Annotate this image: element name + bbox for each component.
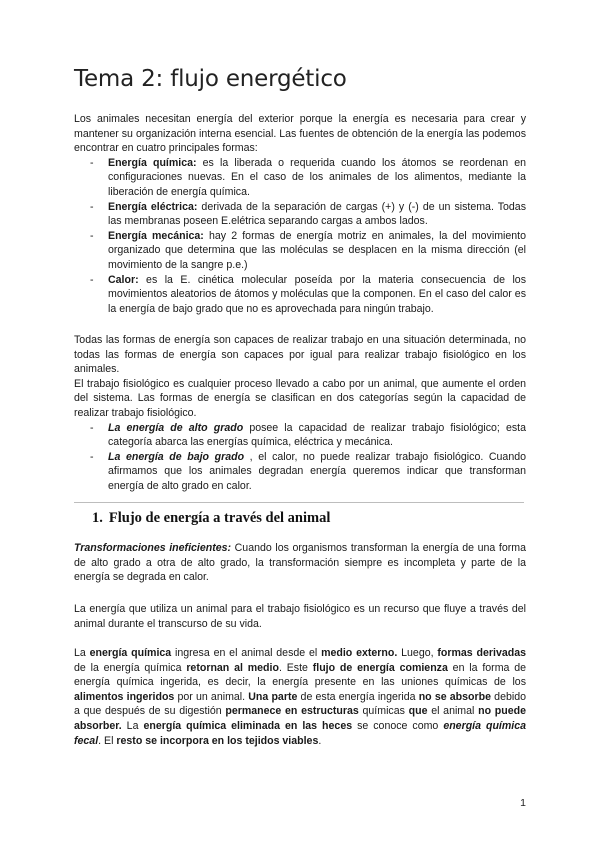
- text-run: de esta energía ingerida: [297, 690, 419, 703]
- text-run: químicas: [358, 705, 409, 718]
- bold-run: no se absorbe: [418, 690, 491, 703]
- form-text: derivada de la separación de cargas (+) y (-) de un sistema. Todas las membranas poseen E.elétrica separando cargas a ambos lados.: [108, 200, 526, 228]
- bold-run: energía química eliminada en las heces: [143, 719, 353, 732]
- text-run: Luego,: [397, 647, 438, 659]
- section-title: Flujo de energía a través del animal: [108, 510, 331, 526]
- list-item: [74, 200, 526, 229]
- bold-run: Una parte: [248, 690, 298, 703]
- section-divider: [74, 502, 524, 503]
- form-text: hay 2 formas de energía motriz en animales, la del movimiento organizado que determina que las moléculas se desplacen en la misma dirección (el movimiento de la sangre p.e.): [108, 229, 526, 271]
- form-term: Energía química:: [108, 156, 197, 169]
- bold-run: medio externo.: [321, 647, 398, 659]
- grade-text: posee la capacidad de realizar trabajo fisiológico; esta categoría abarca las energías química, eléctrica y mecánica.: [108, 421, 526, 449]
- bold-run: alimentos ingeridos: [74, 690, 175, 703]
- paragraph: El trabajo fisiológico es cualquier proceso llevado a cabo por un animal, que aumente el orden del sistema. Las formas de energía se clasifican en dos categorías según la capacidad de realizar trabajo fisiológico.: [74, 377, 526, 419]
- list-item: [74, 156, 526, 200]
- text-run: en la forma de energía química ingerida, es decir, la energía presente en las uniones químicas de los: [74, 661, 527, 689]
- bold-run: que: [408, 705, 428, 718]
- list-item: [74, 421, 526, 450]
- bold-run: flujo de energía comienza: [312, 661, 448, 674]
- bullet-dash: -: [90, 273, 94, 286]
- bold-run: formas derivadas: [437, 647, 526, 659]
- energy-forms-section: [74, 112, 526, 316]
- energy-forms-list: [74, 156, 526, 317]
- bullet-dash: -: [90, 229, 94, 242]
- form-term: Calor:: [108, 273, 139, 286]
- page-number: 1: [520, 797, 526, 809]
- physiological-work-section: [74, 333, 526, 494]
- grade-text: , el calor, no puede realizar trabajo fisiológico. Cuando afirmamos que los animales degradan energía queremos indicar que transforman energía de alto grado en calor.: [108, 450, 526, 492]
- bold-italic-run: energía química fecal: [74, 719, 527, 747]
- section-heading: [92, 510, 330, 527]
- bold-run: permanece en estructuras: [225, 705, 359, 718]
- text-run: ingresa en el animal desde el: [171, 647, 322, 659]
- grade-term: La energía de bajo grado: [108, 450, 245, 463]
- list-item: [74, 450, 526, 494]
- paragraph: La energía que utiliza un animal para el trabajo fisiológico es un recurso que fluye a través del animal durante el transcurso de su vida.: [74, 603, 526, 630]
- text-run: debido a que después de su digestión: [74, 690, 526, 718]
- bold-run: no puede absorber.: [74, 705, 526, 732]
- section-number: 1.: [92, 510, 103, 526]
- form-term: Energía eléctrica:: [108, 200, 198, 213]
- intro-paragraph: Los animales necesitan energía del exterior porque la energía es necesaria para crear y mantener su organización interna esencial. Las fuentes de obtención de la energía las podemos encontrar en cuatro principales formas:: [74, 113, 526, 155]
- text-run: . Este: [278, 661, 313, 674]
- bold-run: energía química: [89, 647, 172, 659]
- bold-run: retornan al medio: [186, 661, 279, 674]
- text-run: . El: [98, 734, 117, 747]
- form-text: es la E. cinética molecular poseída por la materia consecuencia de los movimientos aleatorios de átomos y moléculas que la componen. En el caso del calor es la energía de bajo grado que no es aprovechada para ningún trabajo.: [108, 273, 526, 315]
- transform-text: Cuando los organismos transforman la energía de una forma de alto grado a otra de alto grado, la transformación siempre es incompleta y parte de la energía se degrada en calor.: [74, 542, 526, 584]
- inefficient-transformations-paragraph: [74, 541, 526, 585]
- text-run: La: [74, 647, 90, 659]
- text-run: de la energía química: [74, 661, 187, 674]
- bullet-dash: -: [90, 156, 94, 169]
- list-item: [74, 229, 526, 273]
- page-title: Tema 2: flujo energético: [74, 66, 347, 92]
- form-text: es la liberada o requerida cuando los átomos se reordenan en configuraciones nuevas. En el caso de los animales de los alimentos, mediante la liberación de energía química.: [108, 156, 526, 198]
- text-run: el animal: [427, 705, 479, 718]
- energy-grades-list: [74, 421, 526, 494]
- text-run: por un animal.: [174, 690, 249, 703]
- form-term: Energía mecánica:: [108, 229, 204, 242]
- text-run: se conoce como: [352, 719, 444, 732]
- list-item: [74, 273, 526, 317]
- text-run: .: [318, 734, 322, 747]
- bullet-dash: -: [90, 450, 94, 463]
- bullet-dash: -: [90, 421, 94, 434]
- bullet-dash: -: [90, 200, 94, 213]
- grade-term: La energía de alto grado: [108, 421, 244, 434]
- paragraph: Todas las formas de energía son capaces de realizar trabajo en una situación determinada, no todas las formas de energía son capaces por igual para realizar trabajo fisiológico en los animales.: [74, 334, 526, 376]
- energy-flow-paragraph: [74, 646, 526, 748]
- transform-term: Transformaciones ineficientes:: [74, 542, 232, 554]
- energy-resource-paragraph: [74, 602, 526, 631]
- text-run: La: [121, 719, 144, 732]
- bold-run: resto se incorpora en los tejidos viables: [116, 734, 319, 747]
